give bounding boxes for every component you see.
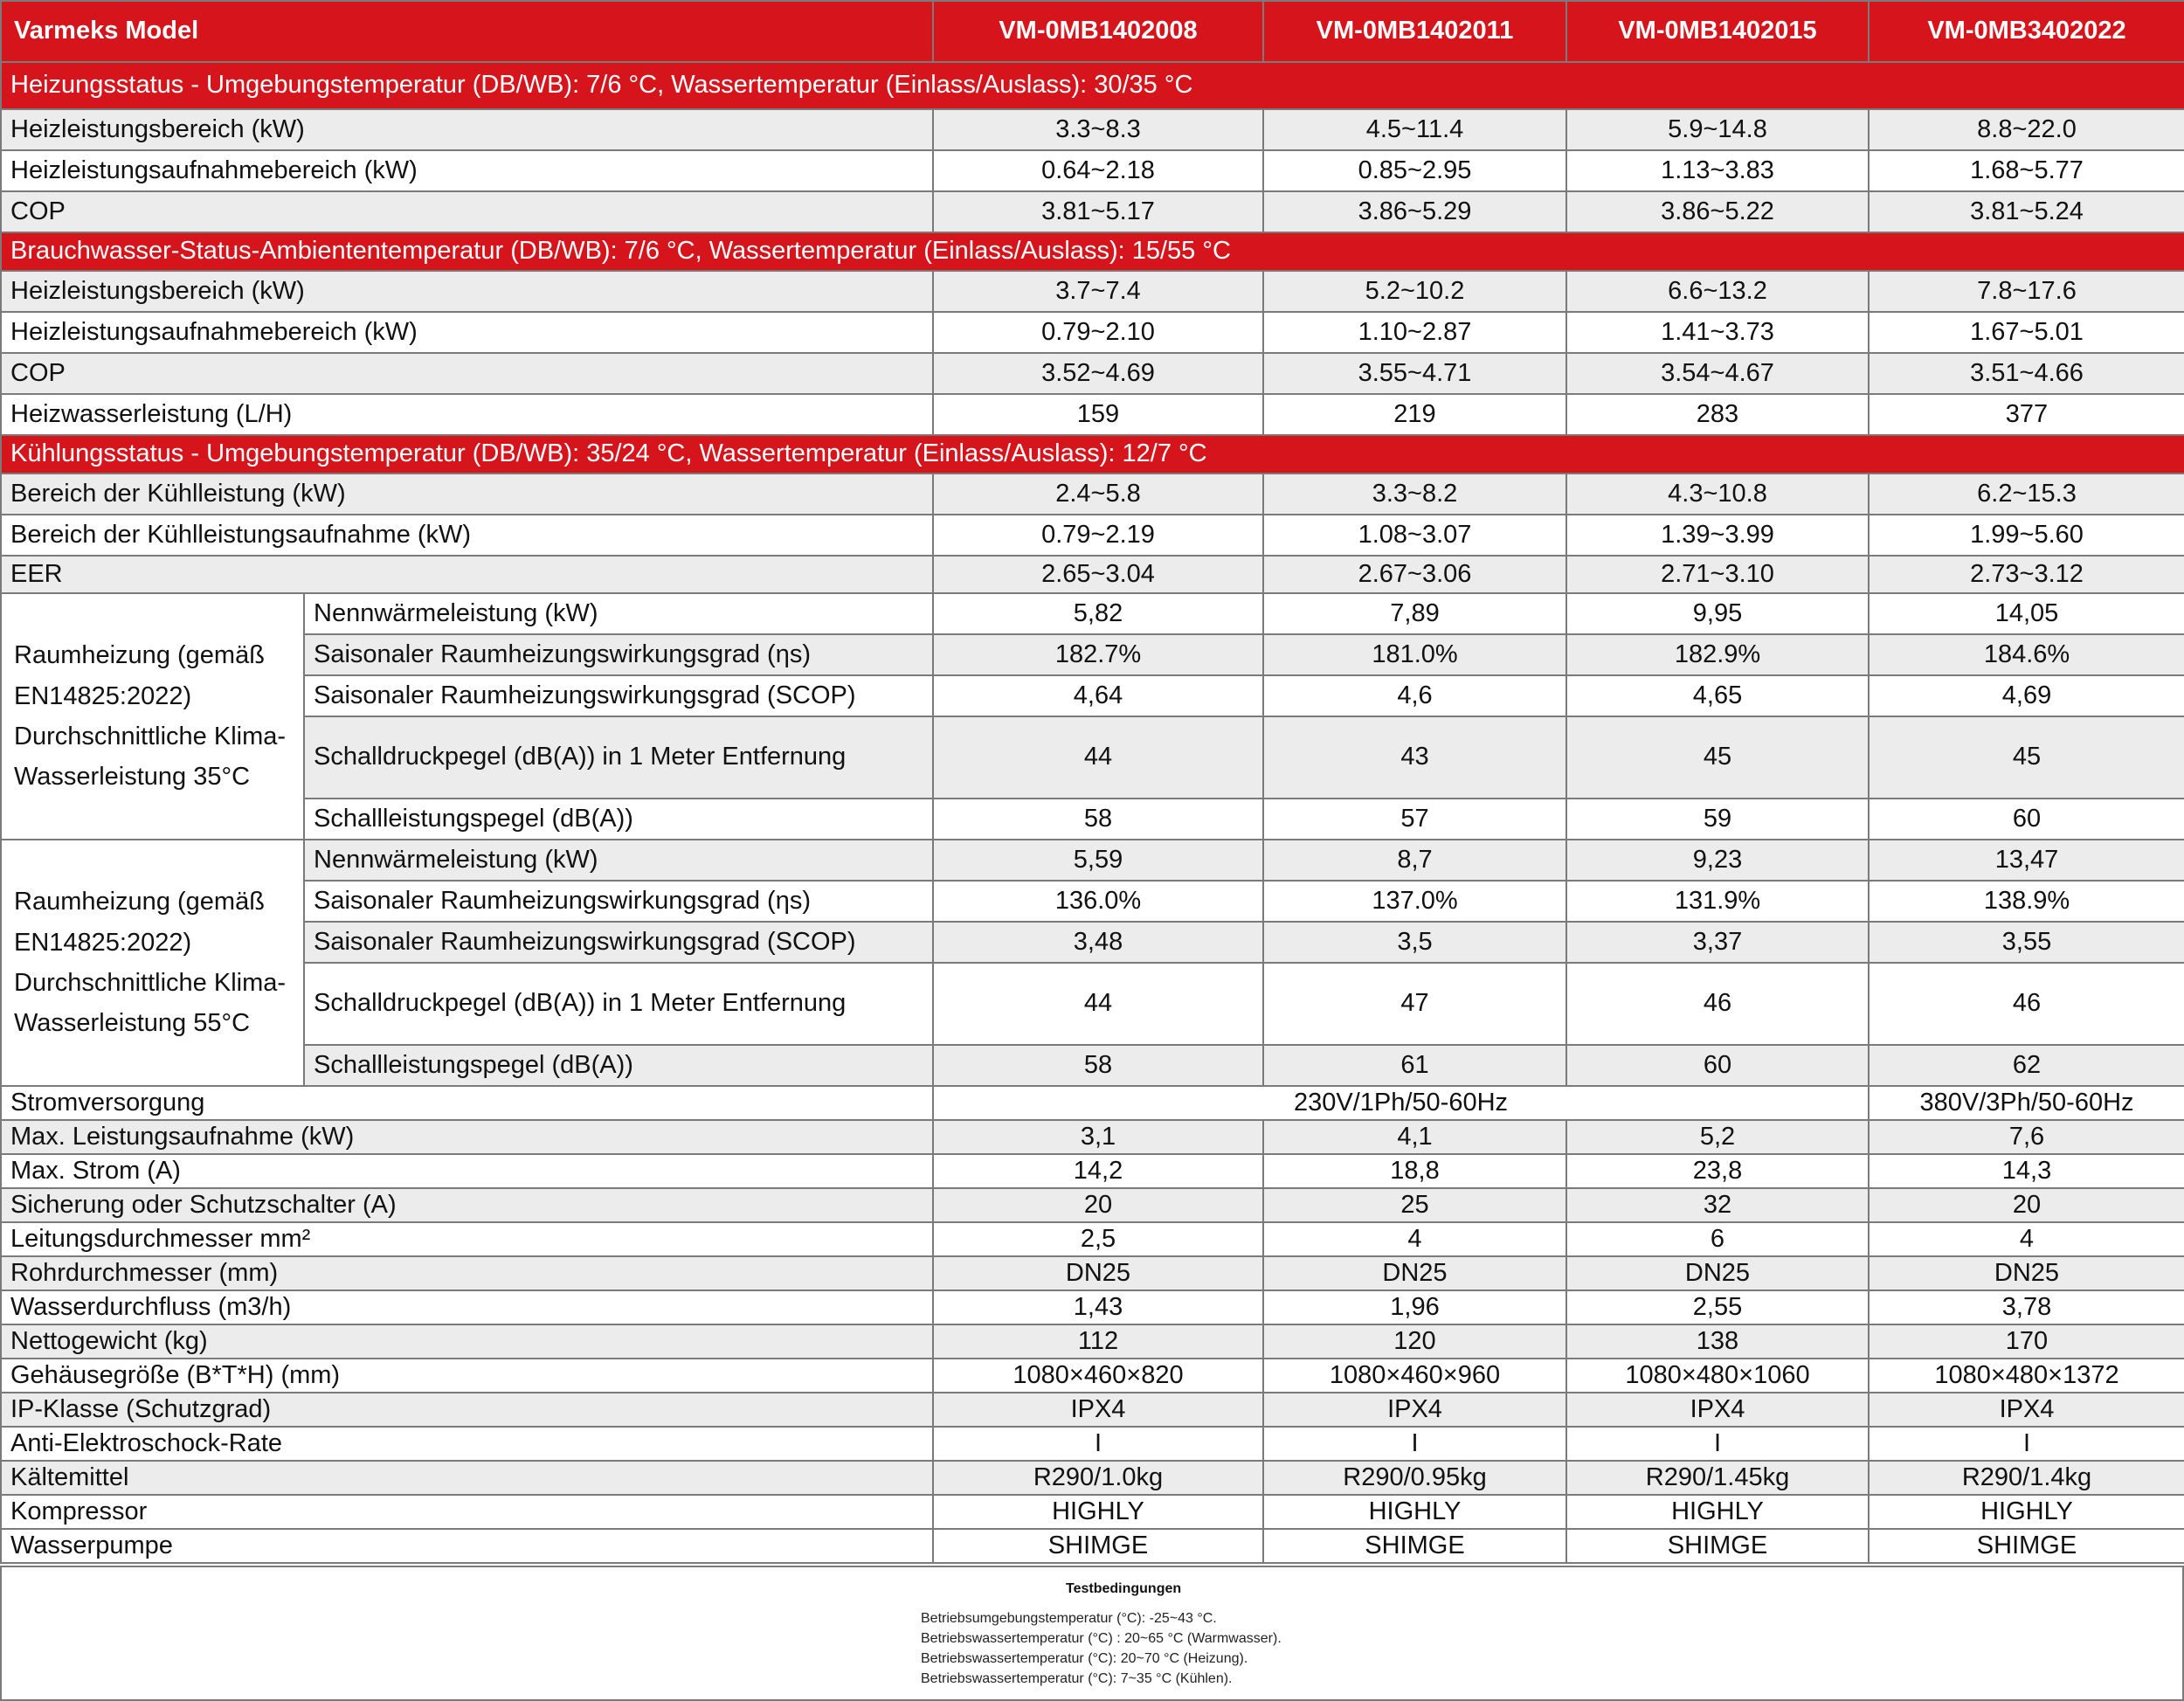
table-row — [1, 675, 2184, 716]
cell-value: IPX4 — [1566, 1393, 1869, 1427]
cell-value: 1.08~3.07 — [1263, 515, 1566, 556]
cell-value: 3.51~4.66 — [1869, 353, 2184, 394]
table-row — [1, 271, 2184, 312]
section-title-hotwater: Brauchwasser-Status-Ambiententemperatur (DB/WB): 7/6 °C, Wassertemperatur (Einlass/Auslass): 15/55 °C — [1, 232, 2184, 271]
cell-value: 7,6 — [1869, 1120, 2184, 1154]
row-label: Heizleistungsbereich (kW) — [1, 109, 933, 150]
row-label: Schallleistungspegel (dB(A)) — [304, 799, 933, 840]
section-title-heating: Heizungsstatus - Umgebungstemperatur (DB/WB): 7/6 °C, Wassertemperatur (Einlass/Auslass): 30/35 °C — [1, 62, 2184, 109]
row-label: Sicherung oder Schutzschalter (A) — [1, 1188, 933, 1222]
row-label: Schallleistungspegel (dB(A)) — [304, 1045, 933, 1086]
cell-value: 1.67~5.01 — [1869, 312, 2184, 353]
cell-value: 3.86~5.29 — [1263, 191, 1566, 232]
cell-value: 136.0% — [933, 881, 1263, 922]
notes-line: Betriebswassertemperatur (°C): 20~70 °C (Heizung). — [921, 1651, 1248, 1666]
cell-value: 1.41~3.73 — [1566, 312, 1869, 353]
cell-value: 2.65~3.04 — [933, 556, 1263, 593]
notes-line: Betriebsumgebungstemperatur (°C): -25~43 °C. — [921, 1611, 1217, 1626]
model-name: VM-0MB1402011 — [1263, 1, 1566, 62]
cell-value: 2.71~3.10 — [1566, 556, 1869, 593]
row-label: Kältemittel — [1, 1461, 933, 1495]
cell-value: 46 — [1869, 963, 2184, 1045]
cell-value: 230V/1Ph/50-60Hz — [933, 1086, 1869, 1120]
row-label: COP — [1, 353, 933, 394]
row-label: Heizwasserleistung (L/H) — [1, 394, 933, 435]
cell-value: 6.6~13.2 — [1566, 271, 1869, 312]
table-row — [1, 394, 2184, 435]
cell-value: 2,5 — [933, 1222, 1263, 1256]
cell-value: 182.9% — [1566, 634, 1869, 675]
cell-value: 1080×480×1372 — [1869, 1359, 2184, 1393]
table-row — [1, 634, 2184, 675]
row-label: Saisonaler Raumheizungswirkungsgrad (ηs) — [304, 634, 933, 675]
cell-value: 58 — [933, 1045, 1263, 1086]
cell-value: 138.9% — [1869, 881, 2184, 922]
cell-value: 3,1 — [933, 1120, 1263, 1154]
cell-value: 20 — [1869, 1188, 2184, 1222]
cell-value: 4,1 — [1263, 1120, 1566, 1154]
cell-value: 46 — [1566, 963, 1869, 1045]
cell-value: 1.13~3.83 — [1566, 150, 1869, 191]
row-label: Nennwärmeleistung (kW) — [304, 840, 933, 881]
cell-value: 14,2 — [933, 1154, 1263, 1188]
cell-value: 5.9~14.8 — [1566, 109, 1869, 150]
cell-value: DN25 — [1566, 1256, 1869, 1290]
table-row — [1, 716, 2184, 799]
cell-value: 170 — [1869, 1324, 2184, 1359]
cell-value: 5,82 — [933, 593, 1263, 634]
table-row — [1, 191, 2184, 232]
cell-value: HIGHLY — [1869, 1495, 2184, 1529]
row-label: Nettogewicht (kg) — [1, 1324, 933, 1359]
table-row — [1, 515, 2184, 556]
cell-value: 1.68~5.77 — [1869, 150, 2184, 191]
table-row — [1, 353, 2184, 394]
table-row — [1, 1427, 2184, 1461]
cell-value: 0.64~2.18 — [933, 150, 1263, 191]
table-row — [1, 840, 2184, 881]
cell-value: 5,2 — [1566, 1120, 1869, 1154]
table-row — [1, 1154, 2184, 1188]
table-row — [1, 1461, 2184, 1495]
cell-value: 3.55~4.71 — [1263, 353, 1566, 394]
cell-value: 219 — [1263, 394, 1566, 435]
cell-value: 3.86~5.22 — [1566, 191, 1869, 232]
row-label: Gehäusegröße (B*T*H) (mm) — [1, 1359, 933, 1393]
cell-value: 3.81~5.24 — [1869, 191, 2184, 232]
cell-value: DN25 — [1263, 1256, 1566, 1290]
group-label-55c: Raumheizung (gemäß EN14825:2022) Durchschnittliche Klima-Wasserleistung 55°C — [1, 840, 304, 1086]
row-label: Heizleistungsbereich (kW) — [1, 271, 933, 312]
cell-value: I — [1263, 1427, 1566, 1461]
table-row — [1, 1120, 2184, 1154]
cell-value: 2.73~3.12 — [1869, 556, 2184, 593]
model-name: VM-0MB1402015 — [1566, 1, 1869, 62]
cell-value: 3.3~8.3 — [933, 109, 1263, 150]
cell-value: 1.39~3.99 — [1566, 515, 1869, 556]
cell-value: 3.81~5.17 — [933, 191, 1263, 232]
cell-value: I — [933, 1427, 1263, 1461]
table-row — [1, 1256, 2184, 1290]
cell-value: 4 — [1263, 1222, 1566, 1256]
cell-value: 2,55 — [1566, 1290, 1869, 1324]
cell-value: 1,43 — [933, 1290, 1263, 1324]
notes-title: Testbedingungen — [1066, 1581, 1182, 1596]
cell-value: 9,95 — [1566, 593, 1869, 634]
cell-value: 44 — [933, 963, 1263, 1045]
notes-line: Betriebswassertemperatur (°C): 7~35 °C (Kühlen). — [921, 1671, 1233, 1686]
cell-value: 45 — [1566, 716, 1869, 799]
table-row — [1, 1045, 2184, 1086]
cell-value: 3,5 — [1263, 922, 1566, 963]
cell-value: 32 — [1566, 1188, 1869, 1222]
row-label: Rohrdurchmesser (mm) — [1, 1256, 933, 1290]
row-label: Wasserpumpe — [1, 1529, 933, 1563]
cell-value: I — [1566, 1427, 1869, 1461]
cell-value: 1.99~5.60 — [1869, 515, 2184, 556]
cell-value: HIGHLY — [1566, 1495, 1869, 1529]
row-label: Anti-Elektroschock-Rate — [1, 1427, 933, 1461]
row-label: Saisonaler Raumheizungswirkungsgrad (SCOP) — [304, 922, 933, 963]
cell-value: 4 — [1869, 1222, 2184, 1256]
cell-value: 377 — [1869, 394, 2184, 435]
cell-value: 0.79~2.10 — [933, 312, 1263, 353]
cell-value: 14,3 — [1869, 1154, 2184, 1188]
cell-value: 3.54~4.67 — [1566, 353, 1869, 394]
cell-value: 0.85~2.95 — [1263, 150, 1566, 191]
cell-value: 184.6% — [1869, 634, 2184, 675]
cell-value: 60 — [1869, 799, 2184, 840]
row-label: Schalldruckpegel (dB(A)) in 1 Meter Entfernung — [304, 963, 933, 1045]
cell-value: 4.5~11.4 — [1263, 109, 1566, 150]
cell-value: SHIMGE — [1263, 1529, 1566, 1563]
table-row — [1, 150, 2184, 191]
row-label: Wasserdurchfluss (m3/h) — [1, 1290, 933, 1324]
row-label: Nennwärmeleistung (kW) — [304, 593, 933, 634]
cell-value: 5,59 — [933, 840, 1263, 881]
row-label: Leitungsdurchmesser mm² — [1, 1222, 933, 1256]
row-label: Schalldruckpegel (dB(A)) in 1 Meter Entfernung — [304, 716, 933, 799]
table-row — [1, 799, 2184, 840]
cell-value: IPX4 — [1869, 1393, 2184, 1427]
cell-value: 45 — [1869, 716, 2184, 799]
cell-value: 18,8 — [1263, 1154, 1566, 1188]
table-row — [1, 109, 2184, 150]
section-title-cooling: Kühlungsstatus - Umgebungstemperatur (DB/WB): 35/24 °C, Wassertemperatur (Einlass/Auslass): 12/7 °C — [1, 435, 2184, 474]
cell-value: R290/1.0kg — [933, 1461, 1263, 1495]
cell-value: 138 — [1566, 1324, 1869, 1359]
cell-value: 23,8 — [1566, 1154, 1869, 1188]
cell-value: R290/1.45kg — [1566, 1461, 1869, 1495]
table-row — [1, 312, 2184, 353]
table-row — [1, 1393, 2184, 1427]
cell-value: SHIMGE — [1566, 1529, 1869, 1563]
table-row — [1, 1529, 2184, 1563]
row-label: IP-Klasse (Schutzgrad) — [1, 1393, 933, 1427]
cell-value: 3,37 — [1566, 922, 1869, 963]
row-label: Saisonaler Raumheizungswirkungsgrad (SCOP) — [304, 675, 933, 716]
cell-value: 131.9% — [1566, 881, 1869, 922]
model-header-row — [1, 1, 2184, 62]
cell-value: 61 — [1263, 1045, 1566, 1086]
cell-value: DN25 — [933, 1256, 1263, 1290]
model-name: VM-0MB3402022 — [1869, 1, 2184, 62]
table-row — [1, 593, 2184, 634]
cell-value: 120 — [1263, 1324, 1566, 1359]
row-label: Kompressor — [1, 1495, 933, 1529]
notes-line: Betriebswassertemperatur (°C) : 20~65 °C (Warmwasser). — [921, 1631, 1282, 1646]
cell-value: 57 — [1263, 799, 1566, 840]
model-name: VM-0MB1402008 — [933, 1, 1263, 62]
cell-value: 2.4~5.8 — [933, 474, 1263, 515]
cell-value: 7,89 — [1263, 593, 1566, 634]
cell-value: 2.67~3.06 — [1263, 556, 1566, 593]
cell-value: 4,65 — [1566, 675, 1869, 716]
cell-value: 1080×460×960 — [1263, 1359, 1566, 1393]
table-row — [1, 1086, 2184, 1120]
cell-value: 44 — [933, 716, 1263, 799]
cell-value: 14,05 — [1869, 593, 2184, 634]
row-label: EER — [1, 556, 933, 593]
table-row — [1, 474, 2184, 515]
cell-value: 4,64 — [933, 675, 1263, 716]
cell-value: 3.52~4.69 — [933, 353, 1263, 394]
cell-value: 6 — [1566, 1222, 1869, 1256]
cell-value: 13,47 — [1869, 840, 2184, 881]
cell-value: 5.2~10.2 — [1263, 271, 1566, 312]
row-label: Saisonaler Raumheizungswirkungsgrad (ηs) — [304, 881, 933, 922]
cell-value: I — [1869, 1427, 2184, 1461]
cell-value: 3.7~7.4 — [933, 271, 1263, 312]
cell-value: 62 — [1869, 1045, 2184, 1086]
cell-value: 58 — [933, 799, 1263, 840]
cell-value: 4,6 — [1263, 675, 1566, 716]
row-label: Max. Leistungsaufnahme (kW) — [1, 1120, 933, 1154]
cell-value: 1.10~2.87 — [1263, 312, 1566, 353]
cell-value: 60 — [1566, 1045, 1869, 1086]
cell-value: 6.2~15.3 — [1869, 474, 2184, 515]
table-row — [1, 1324, 2184, 1359]
cell-value: 3,78 — [1869, 1290, 2184, 1324]
table-row — [1, 1359, 2184, 1393]
brand-title: Varmeks Model — [1, 1, 933, 62]
cell-value: 43 — [1263, 716, 1566, 799]
row-label: Stromversorgung — [1, 1086, 933, 1120]
cell-value: 3,55 — [1869, 922, 2184, 963]
table-row — [1, 922, 2184, 963]
cell-value: 4.3~10.8 — [1566, 474, 1869, 515]
cell-value: 9,23 — [1566, 840, 1869, 881]
cell-value: 8.8~22.0 — [1869, 109, 2184, 150]
row-label: Max. Strom (A) — [1, 1154, 933, 1188]
cell-value: HIGHLY — [933, 1495, 1263, 1529]
cell-value: 47 — [1263, 963, 1566, 1045]
table-row — [1, 881, 2184, 922]
table-row — [1, 1188, 2184, 1222]
cell-value: 380V/3Ph/50-60Hz — [1869, 1086, 2184, 1120]
row-label: Heizleistungsaufnahmebereich (kW) — [1, 150, 933, 191]
cell-value: 59 — [1566, 799, 1869, 840]
cell-value: 1080×460×820 — [933, 1359, 1263, 1393]
cell-value: 8,7 — [1263, 840, 1566, 881]
table-row — [1, 963, 2184, 1045]
group-label-35c: Raumheizung (gemäß EN14825:2022) Durchschnittliche Klima-Wasserleistung 35°C — [1, 593, 304, 840]
cell-value: IPX4 — [933, 1393, 1263, 1427]
test-conditions-notes — [0, 1566, 2184, 1701]
table-row — [1, 1495, 2184, 1529]
row-label: COP — [1, 191, 933, 232]
cell-value: 4,69 — [1869, 675, 2184, 716]
cell-value: 182.7% — [933, 634, 1263, 675]
cell-value: 20 — [933, 1188, 1263, 1222]
cell-value: R290/0.95kg — [1263, 1461, 1566, 1495]
cell-value: 283 — [1566, 394, 1869, 435]
cell-value: HIGHLY — [1263, 1495, 1566, 1529]
cell-value: DN25 — [1869, 1256, 2184, 1290]
table-row — [1, 1290, 2184, 1324]
table-row — [1, 556, 2184, 593]
cell-value: SHIMGE — [933, 1529, 1263, 1563]
cell-value: 7.8~17.6 — [1869, 271, 2184, 312]
cell-value: IPX4 — [1263, 1393, 1566, 1427]
cell-value: 0.79~2.19 — [933, 515, 1263, 556]
cell-value: R290/1.4kg — [1869, 1461, 2184, 1495]
cell-value: 112 — [933, 1324, 1263, 1359]
cell-value: 3.3~8.2 — [1263, 474, 1566, 515]
cell-value: 159 — [933, 394, 1263, 435]
row-label: Bereich der Kühlleistungsaufnahme (kW) — [1, 515, 933, 556]
cell-value: 137.0% — [1263, 881, 1566, 922]
table-row — [1, 1222, 2184, 1256]
cell-value: 1080×480×1060 — [1566, 1359, 1869, 1393]
cell-value: 3,48 — [933, 922, 1263, 963]
row-label: Heizleistungsaufnahmebereich (kW) — [1, 312, 933, 353]
cell-value: SHIMGE — [1869, 1529, 2184, 1563]
row-label: Bereich der Kühlleistung (kW) — [1, 474, 933, 515]
cell-value: 25 — [1263, 1188, 1566, 1222]
cell-value: 181.0% — [1263, 634, 1566, 675]
cell-value: 1,96 — [1263, 1290, 1566, 1324]
